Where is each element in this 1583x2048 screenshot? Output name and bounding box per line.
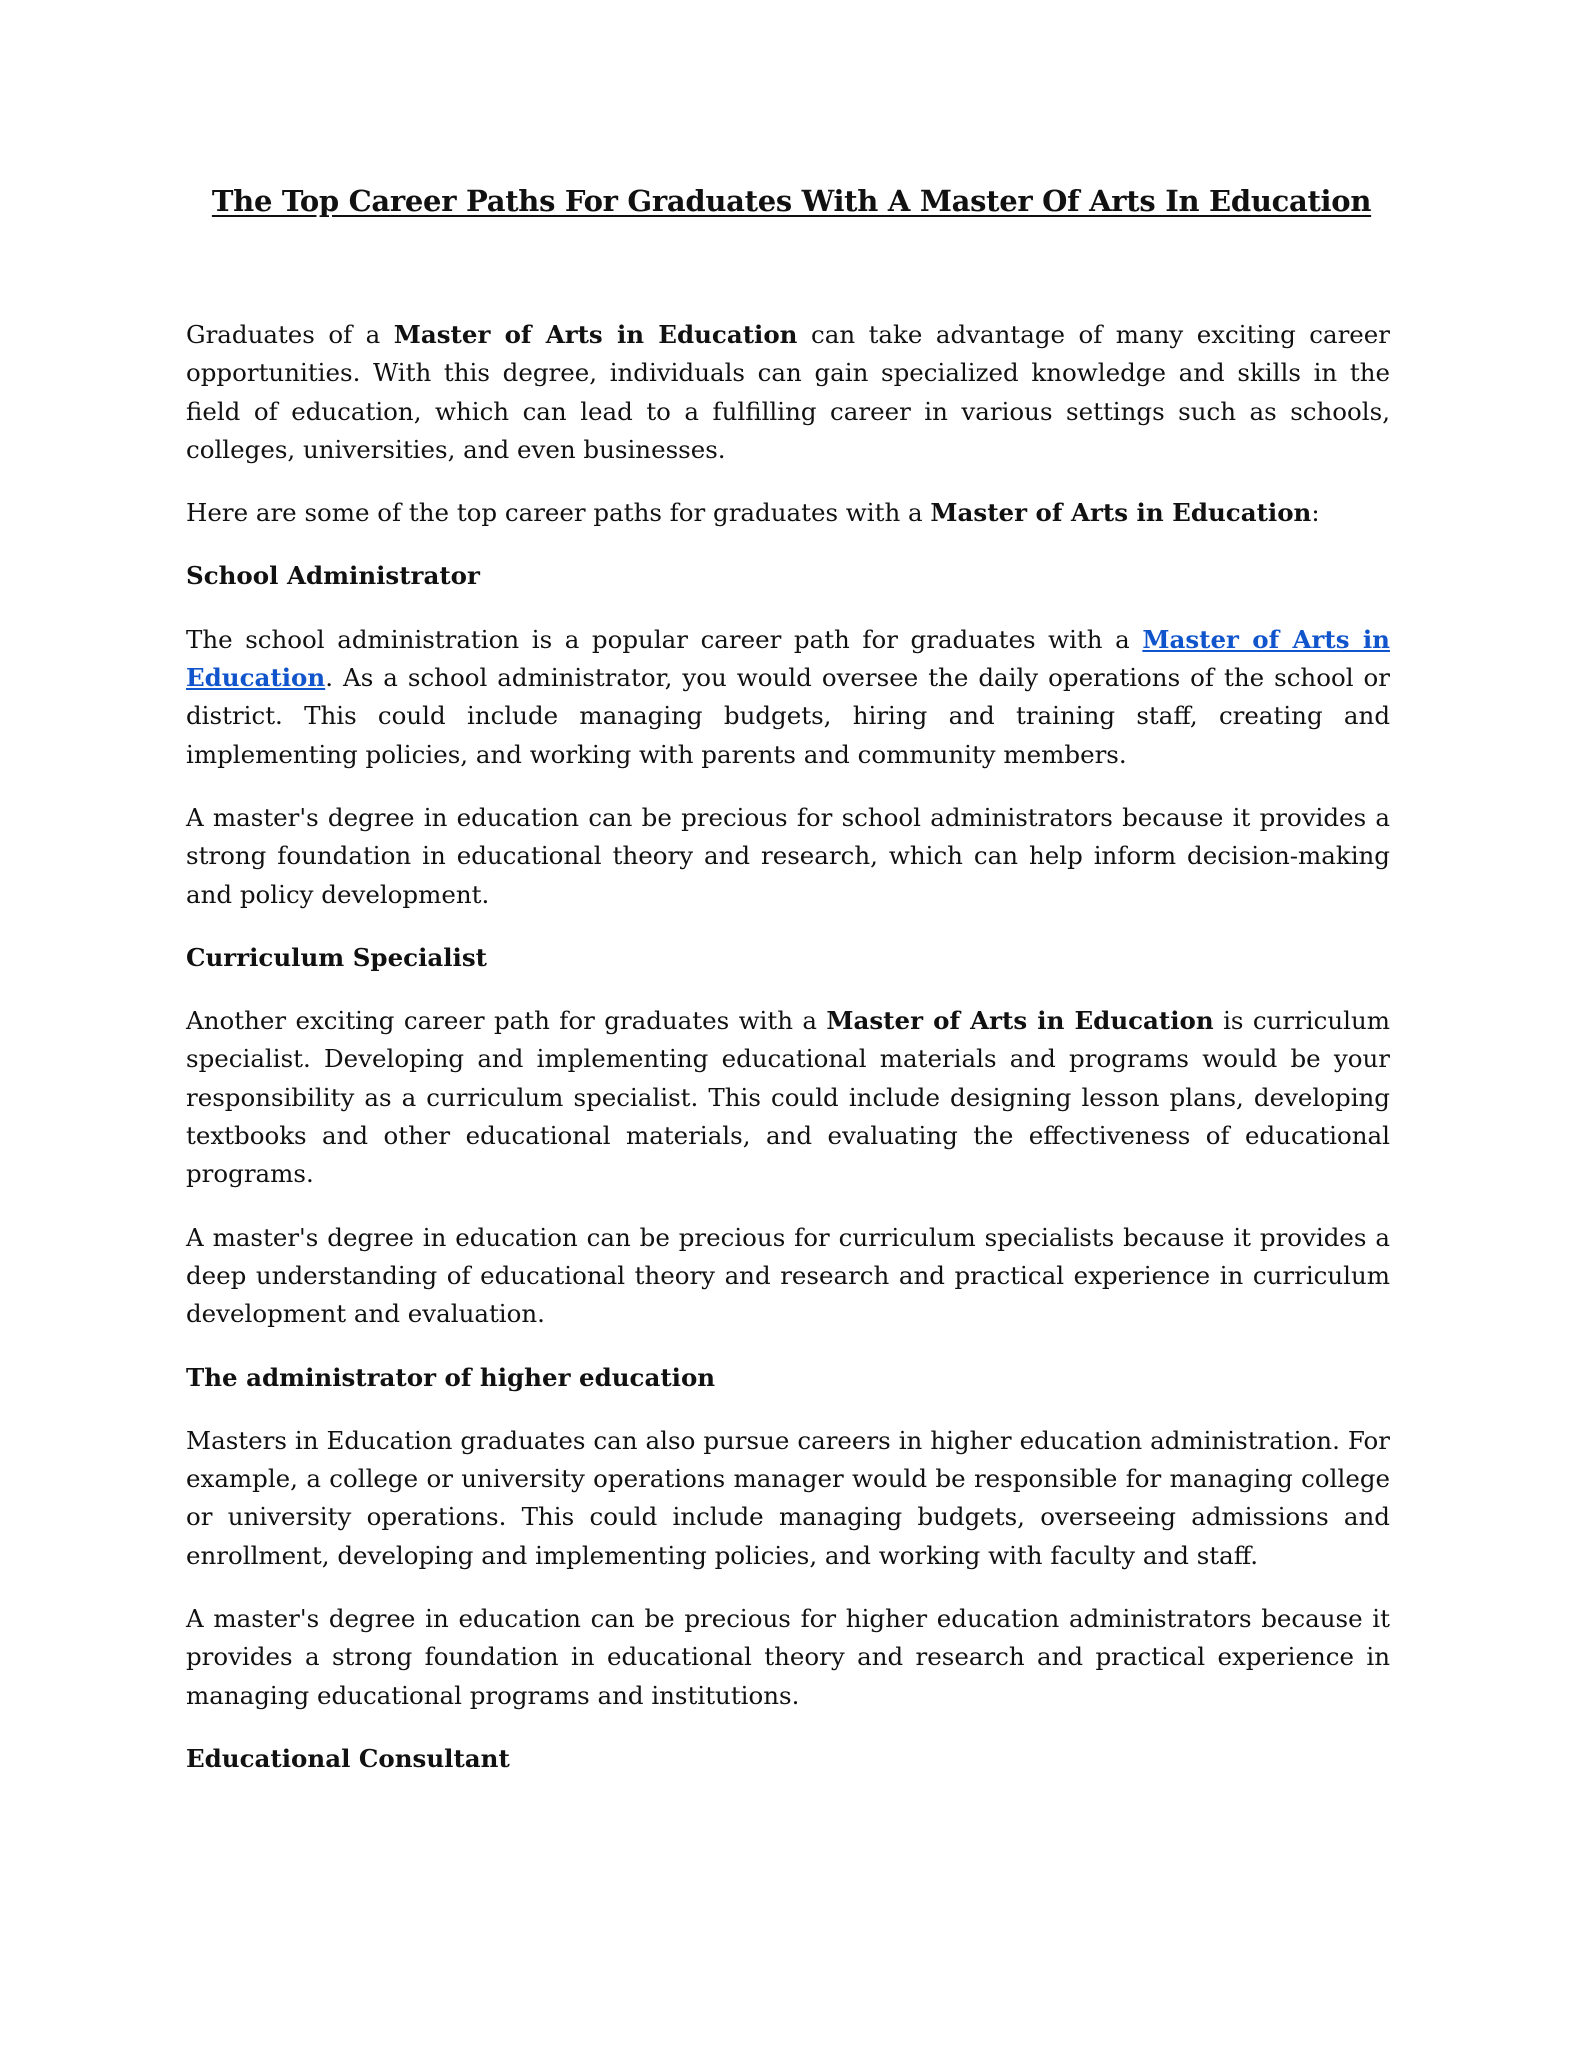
page-title: The Top Career Paths For Graduates With A Master Of Arts In Education (211, 184, 1372, 218)
text-run: Another exciting career path for graduates with a (186, 1006, 827, 1036)
higher-ed-paragraph-1: Masters in Education graduates can also pursue careers in higher education administration. For example, a college or university operations manager would be responsible for managing college or university operations. This could include managing budgets, overseeing admissions and enrollment, developing and implementing policies, and working with faculty and staff. (186, 1425, 1390, 1570)
text-run: The school administration is a popular career path for graduates with a (186, 624, 1143, 654)
document-body (186, 316, 1390, 1803)
degree-link[interactable]: Master of Arts in Education (186, 624, 1390, 693)
text-run: is curriculum specialist. Developing and implementing educational materials and programs would be your responsibility as a curriculum specialist. This could include designing lesson plans, developing textbooks and other educational materials, and evaluating the effectiveness of educational programs. (186, 1006, 1390, 1189)
section-heading-higher-education: The administrator of higher education (186, 1362, 716, 1392)
section-heading-school-administrator: School Administrator (186, 561, 480, 591)
school-admin-paragraph-2: A master's degree in education can be precious for school administrators because it provides a strong foundation in educational theory and research, which can help inform decision-making and policy development. (186, 802, 1390, 909)
bold-degree-name: Master of Arts in Education (826, 1006, 1214, 1036)
school-admin-paragraph-1 (186, 621, 1390, 774)
intro-paragraph-2 (186, 494, 1390, 532)
curriculum-paragraph-1 (186, 1002, 1390, 1193)
intro-paragraph-1 (186, 316, 1390, 469)
curriculum-paragraph-2: A master's degree in education can be precious for curriculum specialists because it provides a deep understanding of educational theory and research and practical experience in curriculum development and evaluation. (186, 1222, 1390, 1329)
bold-degree-name: Master of Arts in Education (393, 320, 798, 349)
bold-degree-name: Master of Arts in Education (930, 498, 1312, 528)
text-run: : (1311, 498, 1320, 528)
text-run: . As a school administrator, you would oversee the daily operations of the school or district. This could include managing budgets, hiring and training staff, creating and implementing policies, and working with parents and community members. (186, 663, 1390, 769)
text-run: can take advantage of many exciting career opportunities. With this degree, individuals can gain specialized knowledge and skills in the field of education, which can lead to a fulfilling career in various settings such as schools, colleges, universities, and even businesses. (186, 320, 1390, 464)
text-run: Here are some of the top career paths for graduates with a (186, 498, 931, 528)
higher-ed-paragraph-2: A master's degree in education can be precious for higher education administrators because it provides a strong foundation in educational theory and research and practical experience in managing educational programs and institutions. (186, 1604, 1390, 1710)
text-run: Graduates of a (186, 320, 394, 349)
section-heading-curriculum-specialist: Curriculum Specialist (186, 942, 487, 972)
section-heading-educational-consultant: Educational Consultant (186, 1743, 510, 1773)
